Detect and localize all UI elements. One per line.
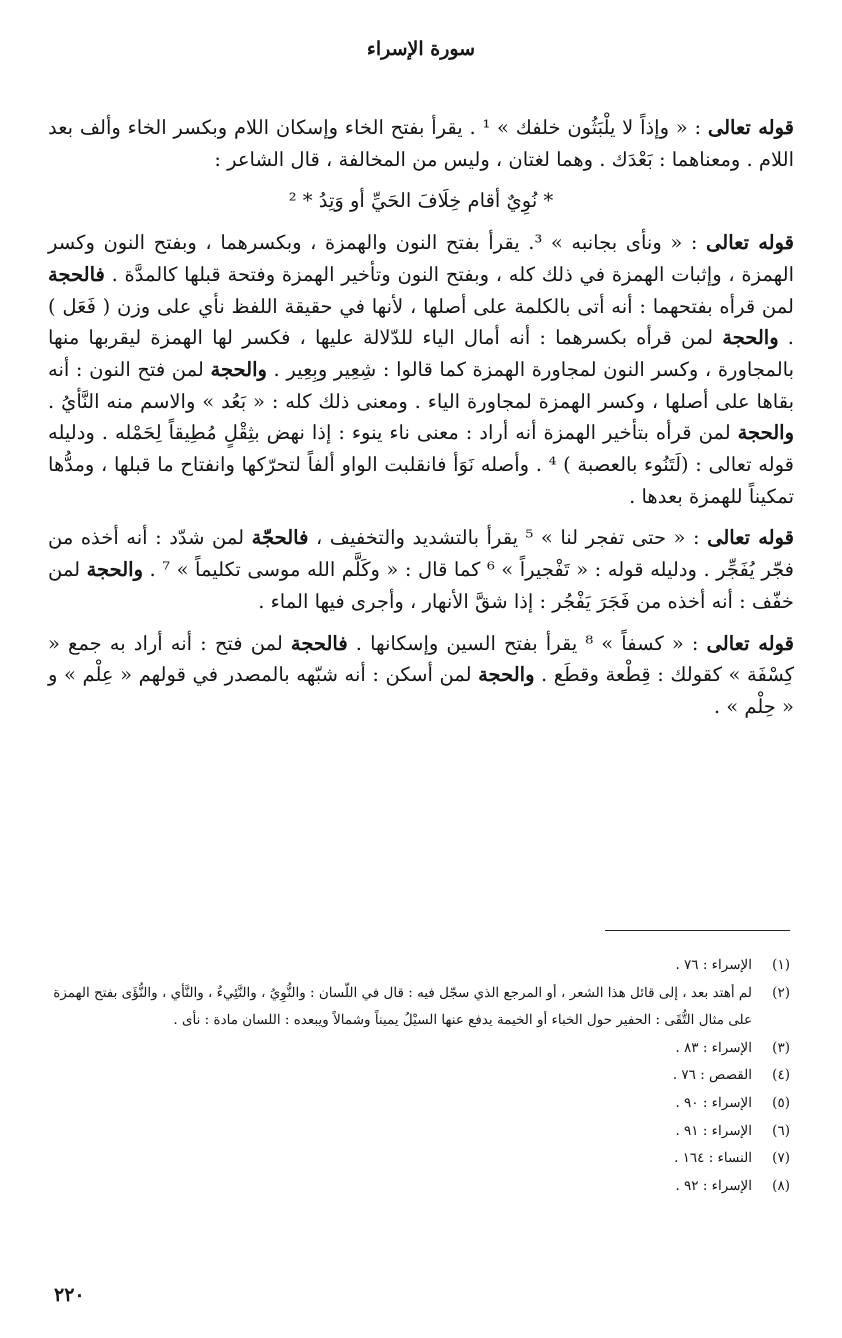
footnote-number: (٦)	[772, 1122, 790, 1139]
paragraph-text: لمن خفّف : أنه أخذه من فَجَرَ يَفْجُر : إذا شقَّ الأنهار ، وأجرى فيها الماء .	[48, 558, 794, 613]
paragraph-1	[48, 112, 794, 175]
page-header: سورة الإسراء	[366, 38, 476, 60]
poetry-verse: * نُوِيٌ أقام خِلَافَ الحَيِّ أو وَتِدُ * ²	[288, 189, 554, 213]
footnote-number: (٨)	[772, 1177, 790, 1194]
keyword: والحجة	[722, 326, 779, 350]
footnote-number: (٤)	[772, 1067, 790, 1084]
footnote	[48, 1035, 790, 1063]
footnote	[48, 952, 790, 980]
keyword: فالحجة	[290, 631, 348, 655]
keyword: فالحجة	[48, 262, 105, 286]
footnote-number: (١)	[772, 957, 790, 973]
footnote	[48, 980, 790, 1035]
keyword: قوله تعالى	[706, 231, 794, 255]
main-text	[48, 112, 794, 733]
paragraph-text: لمن فتح : أنه أراد به جمع « كِسْفَة » كقولك : قِطْعة وقطَع .	[48, 631, 794, 687]
keyword: والحجة	[210, 357, 267, 381]
keyword: قوله تعالى	[707, 526, 794, 550]
footnote-text: القصص : ٧٦ .	[672, 1067, 752, 1084]
keyword: فالحجّة	[251, 526, 309, 550]
footnote-separator	[605, 930, 790, 931]
footnote-text: الإسراء : ٨٣ .	[675, 1039, 752, 1056]
footnote-text: لم أهتد بعد ، إلى قائل هذا الشعر ، أو المرجع الذي سجّل فيه : قال في اللّسان : والنُّوِيُ ، والنَّئِيءُ ، والنَّأي ، والنُّؤَى بفتح الهمزة على مثال التُّقَى : الحفير حول الخباء أو الخيمة يدفع عنها السيْلُ يميناً وشمالاً ويبعده : اللسان مادة : نأى .	[53, 984, 752, 1029]
footnote-text: الإسراء : ٧٦ .	[675, 957, 752, 973]
paragraph-text: لمن قرأه بفتحهما : أنه أتى بالكلمة على أصلها ، لأنها في حقيقة اللفظ نأي على وزن ( فَعَل ) .	[48, 294, 794, 350]
footnote	[48, 1145, 790, 1173]
paragraph-text: لمن قرأه بكسرهما : أنه أمال الياء للدّلالة عليها ، فكسر لها الهمزة ليقربها منها بالمجاورة ، وكسر النون لمجاورة الهمزة كما قالوا : شِعِير وبِعِير .	[48, 326, 795, 381]
footnote-number: (٣)	[772, 1039, 790, 1056]
footnote-text: الإسراء : ٩٢ .	[675, 1177, 752, 1194]
paragraph-3	[48, 522, 794, 617]
page-number: ٢٢٠	[54, 1284, 85, 1306]
keyword: قوله تعالى	[706, 631, 794, 655]
paragraph-text: : « وإذاً لا يلْبَثُون خلفك » ¹ . يقرأ بفتح الخاء وإسكان اللام وبكسر الخاء وألف بعد اللام . ومعناهما : بَعْدَك . وهما لغتان ، وليس من المخالفة ، قال الشاعر :	[48, 116, 794, 171]
paragraph-text: لمن قرأه بتأخير الهمزة أنه أراد : معنى ناء ينوء : إذا نهض بثِقْلٍ مُطِيقاً لِحَمْله . ودليله قوله تعالى : (لَتَنُوء بالعصبة ) ⁴ . وأصله نَوَأ فانقلبت الواو ألفاً لتحرّكها وانفتاح ما قبلها ، ومدُّها تمكيناً للهمزة بعدها .	[48, 421, 794, 508]
footnote-number: (٥)	[772, 1094, 790, 1111]
paragraph-text: : « ونأى بجانبه » ³. يقرأ بفتح النون والهمزة ، وبكسرهما ، وبفتح النون وكسر الهمزة ، وإثبات الهمزة في ذلك كله ، وبفتح النون وتأخير الهمزة وفتحة قبلها كالمدَّة .	[48, 231, 794, 286]
footnote-text: الإسراء : ٩٠ .	[675, 1094, 752, 1111]
footnotes	[48, 952, 790, 1200]
keyword: قوله تعالى	[707, 116, 794, 139]
footnote	[48, 1173, 790, 1201]
keyword: والحجة	[478, 663, 535, 687]
paragraph-2	[48, 227, 794, 512]
footnote-number: (٢)	[772, 984, 790, 1001]
paragraph-text: لمن أسكن : أنه شبّهه بالمصدر في قولهم « عِلْم » و « حِلْم » .	[48, 663, 794, 718]
paragraph-text: لمن فتح النون : أنه بقاها على أصلها ، وكسر الهمزة لمجاورة الياء . ومعنى ذلك كله : « بَعُد » والاسم منه النَّأيُ .	[48, 357, 794, 413]
footnote	[48, 1118, 790, 1146]
footnote-text: النساء : ١٦٤ .	[674, 1150, 752, 1167]
footnote-number: (٧)	[772, 1150, 790, 1167]
keyword: والحجة	[737, 421, 794, 445]
footnote	[48, 1062, 790, 1090]
footnote-text: الإسراء : ٩١ .	[675, 1122, 752, 1139]
paragraph-4	[48, 628, 794, 723]
footnote	[48, 1090, 790, 1118]
paragraph-text: : « كسفاً » ⁸ يقرأ بفتح السين وإسكانها .	[347, 631, 707, 655]
paragraph-text: : « حتى تفجر لنا » ⁵ يقرأ بالتشديد والتخفيف ،	[308, 526, 708, 550]
keyword: والحجة	[86, 558, 143, 582]
paragraph-text: لمن شدّد : أنه أخذه من فجّر يُفَجِّر . ودليله قوله : « تَفْجيراً » ⁶ كما قال : « وكَلَّم الله موسى تكليماً » ⁷ .	[48, 526, 794, 582]
